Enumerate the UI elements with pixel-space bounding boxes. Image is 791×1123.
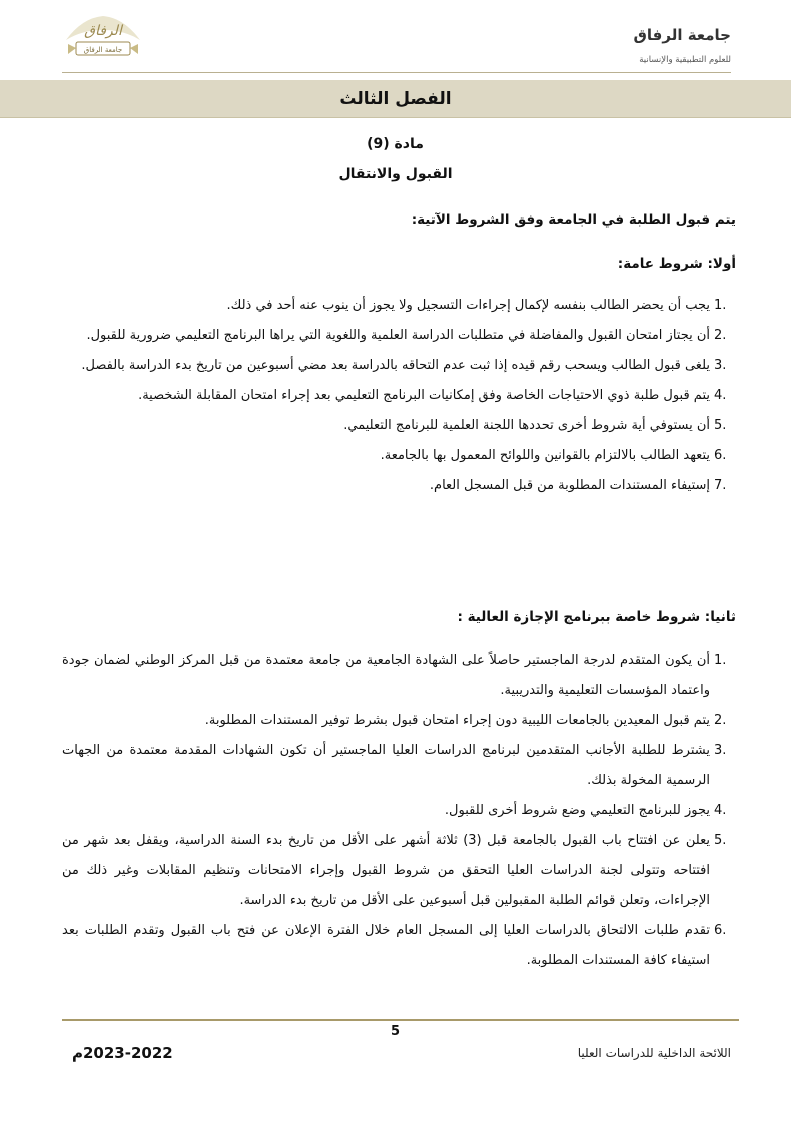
chapter-title: الفصل الثالث: [339, 88, 452, 109]
list-item: 6. يتعهد الطالب بالالتزام بالقوانين واللوائح المعمول بها بالجامعة.: [380, 448, 727, 463]
intro-text: يتم قبول الطلبة في الجامعة وفق الشروط الآتية:: [411, 212, 736, 228]
list-item: 5. أن يستوفي أية شروط أخرى تحددها اللجنة العلمية للبرنامج التعليمي.: [343, 418, 727, 433]
article-title: القبول والانتقال: [338, 166, 453, 182]
list-item: 4. يجوز للبرنامج التعليمي وضع شروط أخرى للقبول.: [444, 803, 727, 818]
logo-banner-text: جامعة الرفاق: [83, 46, 123, 54]
section1-list: [62, 291, 736, 501]
list-item: 6. تقدم طلبات الالتحاق بالدراسات العليا إلى المسجل العام خلال الفترة الإعلان عن فتح باب القبول وتقدم الطلبات بعد استيفاء كافة المستندات المطلوبة.: [62, 923, 727, 968]
footer-divider: [62, 1019, 739, 1021]
section2-list: [62, 646, 736, 976]
university-name: جامعة الرفاق: [633, 26, 731, 44]
page-number: 5: [390, 1024, 401, 1039]
list-item: 2. يتم قبول المعيدين بالجامعات الليبية دون إجراء امتحان قبول بشرط توفير المستندات المطلوبة.: [204, 713, 727, 728]
list-item: 4. يتم قبول طلبة ذوي الاحتياجات الخاصة وفق إمكانيات البرنامج التعليمي بعد إجراء امتحان المقابلة الشخصية.: [138, 388, 727, 403]
document-title: اللائحة الداخلية للدراسات العليا: [577, 1046, 731, 1060]
university-subtitle: للعلوم التطبيقية والإنسانية: [639, 55, 731, 65]
page-header: [0, 0, 791, 72]
article-number: مادة (9): [367, 136, 424, 152]
list-item: 5. يعلن عن افتتاح باب القبول بالجامعة قبل (3) ثلاثة أشهر على الأقل من تاريخ بدء السنة الدراسية، ويقفل بعد شهر من افتتاحه وتتولى لجنة الدراسات العليا التحقق من شروط القبول وإجراء الامتحانات وتنظيم المقابلات وغير ذلك من الإجراءات، وتعلن قوائم الطلبة المقبولين قبل أسبوعين على الأقل من تاريخ بدء الدراسة.: [62, 833, 727, 908]
list-item: 2. أن يجتاز امتحان القبول والمفاضلة في متطلبات الدراسة العلمية واللغوية التي يراها البرنامج التعليمي ضرورية للقبول.: [86, 328, 727, 343]
academic-years: 2023-2022م: [72, 1044, 173, 1062]
list-item: 3. يلغى قبول الطالب ويسحب رقم قيده إذا ثبت عدم التحاقه بالدراسة بعد مضي أسبوعين من تاريخ بدء الدراسة بالفصل.: [81, 358, 727, 373]
list-item: 1. يجب أن يحضر الطالب بنفسه لإكمال إجراءات التسجيل ولا يجوز أن ينوب عنه أحد في ذلك.: [226, 298, 727, 313]
logo-script-text: الرفاق: [84, 23, 122, 39]
list-item: 1. أن يكون المتقدم لدرجة الماجستير حاصلاً على الشهادة الجامعية من جامعة معتمدة من قبل المركز الوطني لضمان جودة واعتماد المؤسسات التعليمية والتدريبية.: [62, 653, 727, 698]
list-item: 3. يشترط للطلبة الأجانب المتقدمين لبرنامج الدراسات العليا الماجستير أن تكون الشهادات المقدمة معتمدة من الجهات الرسمية المخولة بذلك.: [62, 743, 727, 788]
header-divider: [62, 72, 731, 73]
chapter-banner: [0, 80, 791, 118]
university-logo: [62, 10, 144, 62]
list-item: 7. إستيفاء المستندات المطلوبة من قبل المسجل العام.: [429, 478, 727, 493]
section1-heading: أولا: شروط عامة:: [617, 256, 736, 272]
section2-heading: ثانيا: شروط خاصة ببرنامج الإجازة العالية :: [457, 609, 736, 625]
